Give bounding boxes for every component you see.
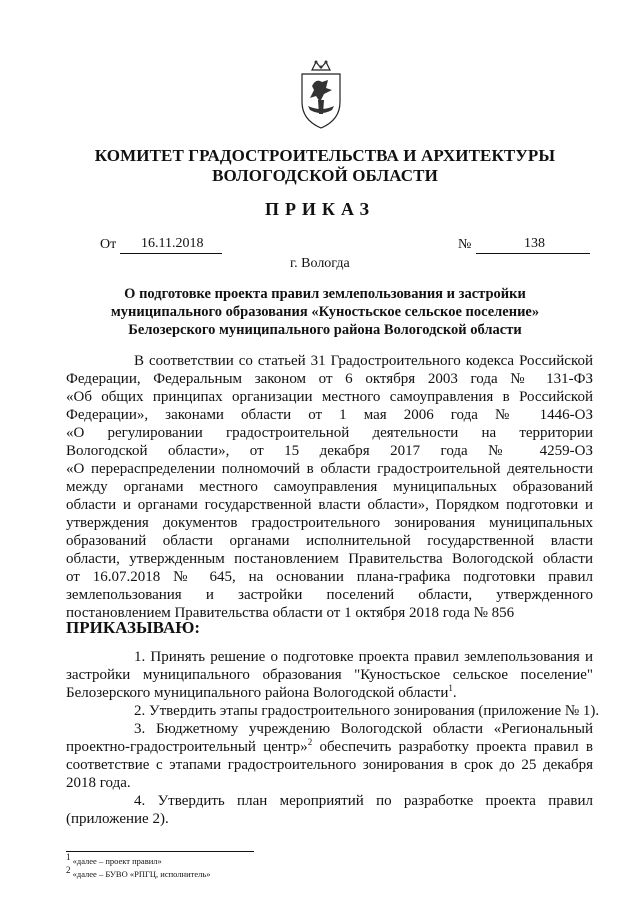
preamble-line: «О регулировании градостроительной деятельности на территории <box>66 425 593 441</box>
preamble-line: Федерации, Федеральным законом от 6 октября 2003 года № 131-ФЗ <box>66 371 593 387</box>
date-label: От <box>100 237 117 252</box>
item-3-line: проектно-градостроительный центр»$^2$ обеспечить разработку проекта правил в <box>66 737 593 755</box>
footnote-ref-2: 2 <box>307 737 313 747</box>
footnote-2: $^2$ «далее – БУВО «РПГЦ, исполнитель» <box>66 865 211 879</box>
order-number: 138 <box>524 236 545 251</box>
item-3-line: 3. Бюджетному учреждению Вологодской области «Региональный <box>134 721 593 737</box>
item-3-line: соответствие с этапами градостроительного зонирования в срок до 25 декабря <box>66 757 593 773</box>
footnote-separator <box>66 851 254 852</box>
preamble-line: между органами местного самоуправления муниципальных образований <box>66 479 593 495</box>
footnote-1: $^1$ «далее – проект правил» <box>66 852 162 866</box>
city: г. Вологда <box>290 256 350 271</box>
number-label: № <box>458 237 472 252</box>
preamble-line: постановлением Правительства области от 1 октября 2018 года № 856 <box>66 605 515 621</box>
preamble-line: Федерации», законами области от 1 мая 2006 года № 1446-ОЗ <box>66 407 593 423</box>
preamble-line: «О перераспределении полномочий в области градостроительной деятельности <box>66 461 593 477</box>
preamble-line: от 16.07.2018 № 645, на основании плана-графика подготовки правил <box>66 569 593 585</box>
coat-of-arms-emblem <box>298 56 344 130</box>
organization-name-line-1: КОМИТЕТ ГРАДОСТРОИТЕЛЬСТВА И АРХИТЕКТУРЫ <box>94 146 556 165</box>
date-underline <box>120 253 222 254</box>
order-command: ПРИКАЗЫВАЮ: <box>66 618 201 637</box>
item-1-line: 1. Принять решение о подготовке проекта правил землепользования и <box>134 649 593 665</box>
preamble-line: землепользования и застройки поселений области, утвержденного <box>66 587 593 603</box>
item-3-line: 2018 года. <box>66 775 131 791</box>
preamble-line: области, утвержденным постановлением Правительства Вологодской области <box>66 551 593 567</box>
footnote-ref-1: 1 <box>448 683 453 693</box>
preamble-line: утверждения документов градостроительного зонирования муниципальных <box>66 515 593 531</box>
subject-line-1: О подготовке проекта правил землепользования и застройки <box>124 286 526 302</box>
order-date: 16.11.2018 <box>141 236 204 251</box>
subject-line-2: муниципального образования «Куностьское сельское поселение» <box>110 304 540 320</box>
preamble-line: области и органами государственной власти области», Порядком подготовки и <box>66 497 593 513</box>
preamble-line: В соответствии со статьей 31 Градостроительного кодекса Российской <box>134 353 593 369</box>
organization-name-line-2: ВОЛОГОДСКОЙ ОБЛАСТИ <box>212 166 438 185</box>
preamble-line: Вологодской области», от 15 декабря 2017 года № 4259-ОЗ <box>66 443 593 459</box>
subject-line-3: Белозерского муниципального района Вологодской области <box>128 322 522 338</box>
item-4-line: (приложение 2). <box>66 811 169 827</box>
item-4-line: 4. Утвердить план мероприятий по разработке проекта правил <box>134 793 593 809</box>
item-1-line: Белозерского муниципального района Вологодской области$^1$. <box>66 683 457 701</box>
preamble-line: образований области органами исполнительной государственной власти <box>66 533 593 549</box>
preamble-line: «Об общих принципах организации местного самоуправления в Российской <box>66 389 593 405</box>
document-title: ПРИКАЗ <box>264 199 376 219</box>
item-1-line: застройки муниципального образования "Куностьское сельское поселение" <box>66 667 593 683</box>
number-underline <box>476 253 590 254</box>
item-2: 2. Утвердить этапы градостроительного зонирования (приложение № 1). <box>134 703 600 719</box>
